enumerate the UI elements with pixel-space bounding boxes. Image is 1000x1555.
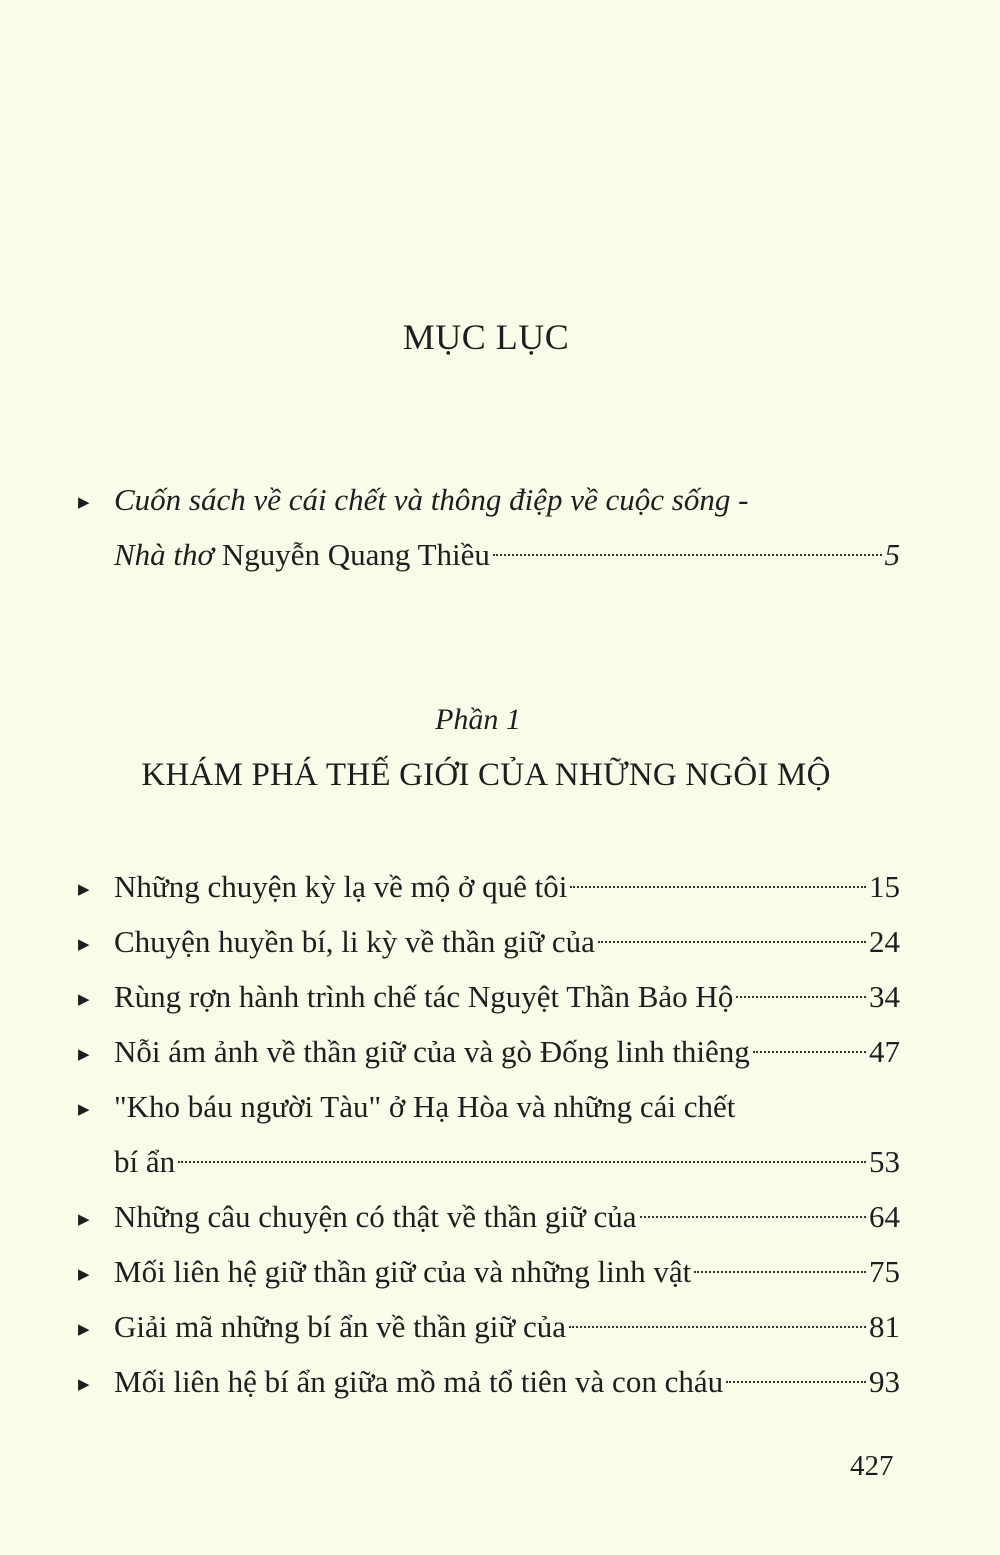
dot-leader (569, 1326, 866, 1328)
triangle-right-icon: ▶ (78, 1267, 90, 1283)
toc-entry[interactable] (78, 1024, 900, 1079)
part-label: Phần 1 (435, 703, 521, 736)
toc-entry[interactable] (78, 914, 900, 969)
toc-entry-text: Những chuyện kỳ lạ về mộ ở quê tôi (114, 869, 568, 904)
toc-entry-text: Chuyện huyền bí, li kỳ về thần giữ của (114, 924, 595, 959)
toc-entry-text-cont: bí ẩn (114, 1144, 176, 1179)
triangle-right-icon: ▶ (78, 937, 90, 953)
toc-entry[interactable] (78, 1354, 900, 1409)
toc-entry[interactable] (78, 1299, 900, 1354)
toc-page-number: 75 (869, 1254, 900, 1289)
toc-entry-text: Giải mã những bí ẩn về thần giữ của (114, 1309, 566, 1344)
dot-leader (598, 941, 866, 943)
dot-leader (753, 1051, 866, 1053)
dot-leader (570, 886, 866, 888)
toc-page-number: 81 (869, 1309, 900, 1344)
folio-page-number: 427 (850, 1450, 894, 1482)
triangle-right-icon: ▶ (78, 1377, 90, 1393)
triangle-right-icon: ▶ (78, 882, 90, 898)
toc-page-number: 34 (869, 979, 900, 1014)
toc-entry[interactable] (78, 859, 900, 914)
toc-entry-text: Mối liên hệ bí ẩn giữa mồ mả tổ tiên và con cháu (114, 1364, 724, 1399)
toc-entry-text: Cuốn sách về cái chết và thông điệp về cuộc sống - (114, 482, 749, 517)
toc-entry-text-cont: Nhà thơ Nguyễn Quang Thiều (114, 537, 490, 572)
toc-entry-text: Rùng rợn hành trình chế tác Nguyệt Thần Bảo Hộ (114, 979, 734, 1014)
toc-entry[interactable] (78, 1189, 900, 1244)
dot-leader (178, 1161, 866, 1163)
toc-entry-text: Nỗi ám ảnh về thần giữ của và gò Đống linh thiêng (114, 1034, 750, 1069)
toc-page-number: 64 (869, 1199, 900, 1234)
triangle-right-icon: ▶ (78, 1102, 90, 1118)
toc-entry-intro[interactable] (78, 472, 900, 582)
triangle-right-icon: ▶ (78, 992, 90, 1008)
toc-entry[interactable] (78, 969, 900, 1024)
toc-entry[interactable] (78, 1244, 900, 1299)
triangle-right-icon: ▶ (78, 1322, 90, 1338)
toc-page-number: 93 (869, 1364, 900, 1399)
toc-entry[interactable] (78, 1079, 900, 1189)
dot-leader (640, 1216, 866, 1218)
toc-entry-text: Mối liên hệ giữ thần giữ của và những linh vật (114, 1254, 692, 1289)
triangle-right-icon: ▶ (78, 1047, 90, 1063)
page-title: MỤC LỤC (402, 317, 570, 357)
triangle-right-icon: ▶ (78, 1212, 90, 1228)
toc-page-number: 5 (884, 537, 900, 572)
toc-page-number: 15 (869, 869, 900, 904)
dot-leader (726, 1381, 866, 1383)
dot-leader (736, 996, 866, 998)
dot-leader (694, 1271, 866, 1273)
toc-entry-text: "Kho báu người Tàu" ở Hạ Hòa và những cái chết (114, 1089, 736, 1124)
toc-page-number: 53 (869, 1144, 900, 1179)
dot-leader (493, 554, 882, 556)
part-title: KHÁM PHÁ THẾ GIỚI CỦA NHỮNG NGÔI MỘ (141, 757, 831, 793)
toc-page-number: 24 (869, 924, 900, 959)
triangle-right-icon: ▶ (78, 495, 90, 511)
toc-entry-text: Những câu chuyện có thật về thần giữ của (114, 1199, 637, 1234)
toc-page-number: 47 (869, 1034, 900, 1069)
